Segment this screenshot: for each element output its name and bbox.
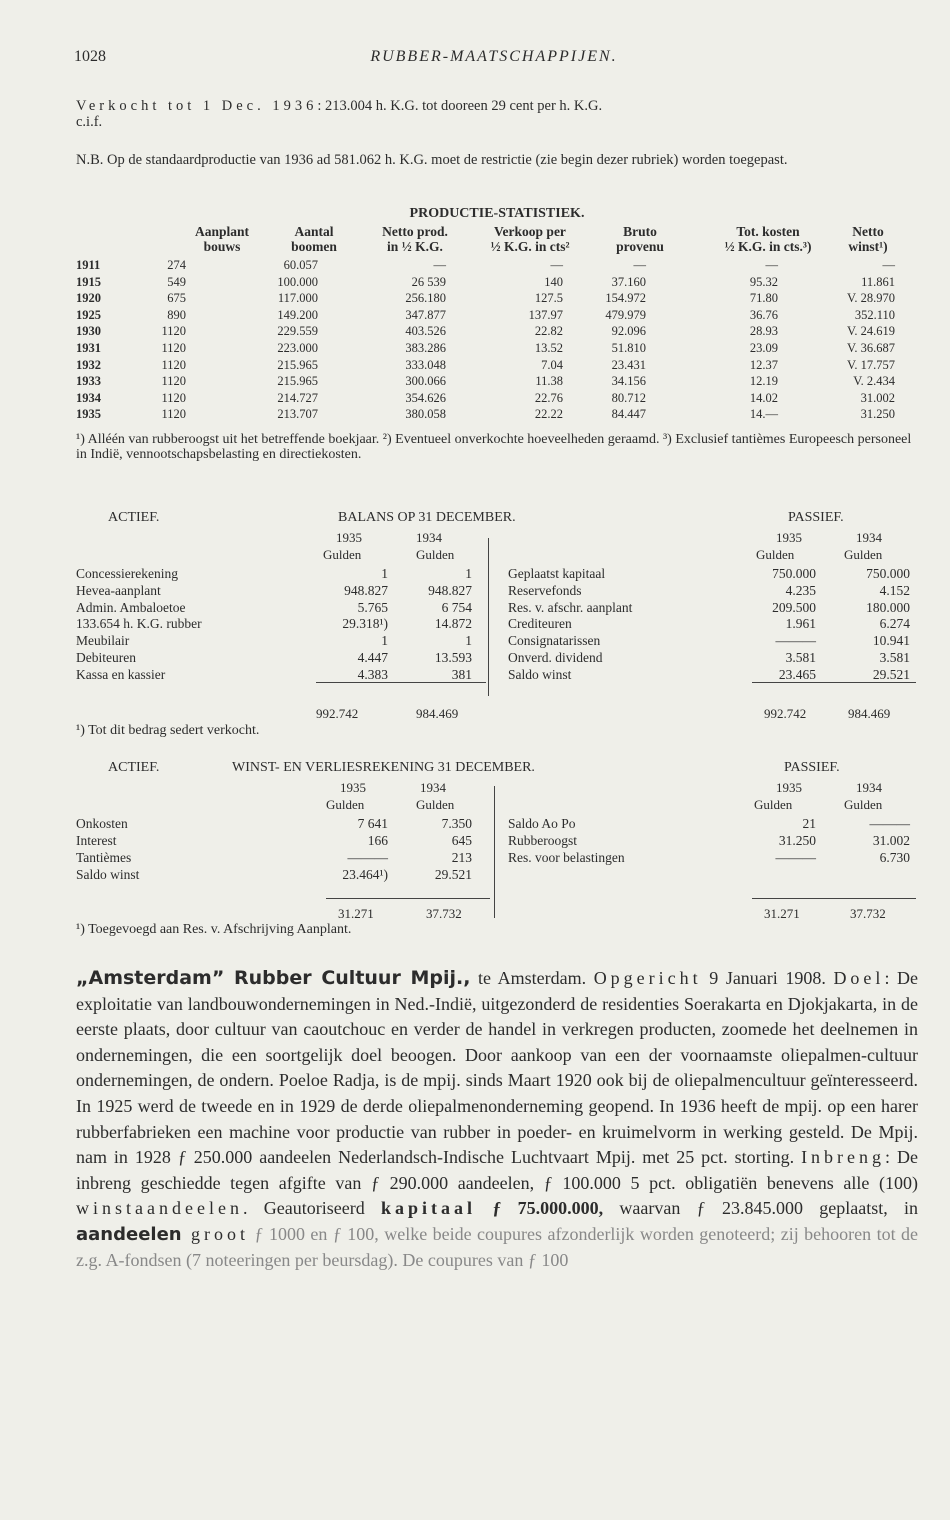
- pl-total-a: 31.271: [338, 906, 374, 921]
- balance-total-a: 992.742: [316, 706, 359, 721]
- row-value-previous: ———: [869, 816, 910, 831]
- table-cell: 34.156: [611, 374, 646, 389]
- balance-actief-title: ACTIEF.: [108, 510, 160, 525]
- production-header-line: ½ K.G. in cts.³): [724, 239, 812, 254]
- row-value-previous: 381: [451, 666, 472, 682]
- production-header-line: provenu: [616, 239, 664, 254]
- table-row: [76, 850, 918, 865]
- purpose-label: Doel: [833, 968, 885, 988]
- row-value-current: 948.827: [344, 582, 388, 598]
- row-value-previous: 29.521: [872, 666, 910, 682]
- row-label: Saldo winst: [508, 666, 572, 682]
- table-cell: 28.93: [749, 324, 778, 339]
- row-label: Onkosten: [76, 816, 128, 831]
- row-label: Concessierekening: [76, 566, 178, 581]
- table-cell: 1932: [76, 357, 101, 372]
- row-label: Consignatarissen: [508, 633, 601, 649]
- row-value-previous: 7.350: [441, 816, 472, 831]
- pl-actief-total-rule: [326, 898, 490, 899]
- row-value-previous: 645: [451, 833, 472, 848]
- row-value-previous: 4.152: [879, 582, 910, 598]
- table-row: [76, 833, 918, 848]
- row-label: Onverd. dividend: [508, 650, 603, 665]
- row-value-previous: 6 754: [441, 599, 472, 615]
- table-row: [76, 616, 918, 631]
- table-cell: 1933: [76, 374, 101, 389]
- table-cell: 14.02: [749, 390, 778, 405]
- row-value-previous: 6.730: [879, 850, 910, 865]
- table-cell: 214.727: [277, 390, 318, 405]
- founded-label: Opgericht: [593, 968, 702, 988]
- balance-total-b: 984.469: [416, 706, 459, 721]
- production-header: [580, 224, 700, 254]
- table-cell: 333.048: [405, 357, 446, 372]
- profit-loss: [76, 760, 918, 940]
- row-value-current: 23.464¹): [342, 867, 388, 882]
- company-description: [76, 966, 918, 1273]
- row-value-current: 750.000: [772, 566, 816, 581]
- table-row: [76, 816, 918, 831]
- production-header-line: Aantal: [294, 224, 334, 239]
- production-header-line: boomen: [291, 239, 337, 254]
- row-value-current: ———: [347, 850, 388, 865]
- table-cell: 1120: [161, 357, 186, 372]
- table-cell: 71.80: [749, 291, 778, 306]
- table-cell: 1120: [161, 374, 186, 389]
- table-row: [76, 407, 918, 423]
- balance-unit-b: Gulden: [416, 547, 455, 562]
- row-value-current: 31.250: [778, 833, 816, 848]
- row-value-previous: 213: [451, 850, 472, 865]
- row-value-current: 1.961: [785, 616, 816, 632]
- pl-p-year-a: 1935: [776, 780, 802, 795]
- table-cell: 22.22: [534, 407, 563, 422]
- row-label: Debiteuren: [76, 650, 136, 665]
- table-cell: 1120: [161, 390, 186, 405]
- table-row: [76, 275, 918, 291]
- table-cell: 1915: [76, 274, 101, 289]
- balance-p-unit-b: Gulden: [844, 547, 883, 562]
- table-row: [76, 583, 918, 598]
- intro-cif: c.i.f.: [76, 114, 103, 130]
- table-cell: 1120: [161, 341, 186, 355]
- table-cell: 37.160: [611, 274, 646, 289]
- production-header-line: Tot. kosten: [736, 224, 800, 239]
- page-number: 1028: [74, 48, 106, 65]
- table-row: [76, 374, 918, 390]
- table-cell: 12.19: [749, 374, 778, 389]
- capital-value: ƒ 75.000.000,: [476, 1198, 604, 1219]
- table-cell: 890: [167, 307, 186, 322]
- table-cell: 23.431: [611, 357, 646, 372]
- row-value-previous: 29.521: [434, 867, 472, 882]
- production-header-line: Netto prod.: [382, 224, 448, 239]
- table-cell: 127.5: [534, 291, 563, 306]
- row-label: Hevea-aanplant: [76, 582, 161, 598]
- balance-year-a: 1935: [336, 530, 362, 545]
- row-value-current: 23.465: [778, 666, 816, 682]
- table-cell: 117.000: [277, 291, 318, 306]
- row-value-current: 5.765: [357, 599, 388, 615]
- balance-p-total-a: 992.742: [764, 706, 807, 721]
- table-cell: 1911: [76, 258, 101, 272]
- pl-p-unit-a: Gulden: [754, 797, 793, 812]
- row-value-previous: 750.000: [866, 566, 910, 581]
- authorised-text: . Geautoriseerd: [242, 1198, 381, 1219]
- table-cell: 23.09: [749, 341, 778, 355]
- pl-passief-title: PASSIEF.: [784, 760, 840, 775]
- page-title: RUBBER-MAATSCHAPPIJEN.: [370, 48, 618, 65]
- row-value-current: ———: [775, 850, 816, 865]
- contribution-label: Inbreng: [801, 1147, 886, 1168]
- intro-sold: [76, 98, 918, 130]
- production-header-line: Verkoop per: [494, 224, 566, 239]
- pl-title: WINST- EN VERLIESREKENING 31 DECEMBER.: [232, 760, 535, 775]
- table-cell: V. 24.619: [846, 324, 895, 339]
- balance-p-year-a: 1935: [776, 530, 802, 545]
- row-label: Tantièmes: [76, 850, 132, 865]
- company-location: te Amsterdam.: [470, 968, 594, 988]
- row-value-current: 7 641: [357, 816, 388, 831]
- shares-label: aandeelen: [76, 1223, 182, 1245]
- pl-year-a: 1935: [340, 780, 366, 795]
- table-cell: 140: [544, 274, 563, 289]
- intro-sold-text: : 213.004 h. K.G. tot dooreen 29 cent per h. K.G.: [317, 98, 603, 114]
- row-value-previous: 6.274: [879, 616, 910, 632]
- table-cell: 380.058: [405, 407, 446, 422]
- row-value-previous: 948.827: [428, 582, 472, 598]
- production-header-line: Netto: [852, 224, 884, 239]
- balance-passief-title: PASSIEF.: [788, 510, 844, 525]
- pl-passief-total-rule: [752, 898, 916, 899]
- table-cell: 95.32: [749, 274, 778, 289]
- table-cell: 403.526: [405, 324, 446, 339]
- table-cell: —: [633, 258, 646, 272]
- production-header: [470, 224, 590, 254]
- balance-title: BALANS OP 31 DECEMBER.: [338, 510, 516, 525]
- table-cell: —: [882, 258, 895, 272]
- production-header: [355, 224, 475, 254]
- table-row: [76, 667, 918, 682]
- table-row: [76, 358, 918, 374]
- table-cell: —: [433, 258, 446, 272]
- row-label: Kassa en kassier: [76, 666, 166, 682]
- table-cell: 7.04: [541, 357, 563, 372]
- table-cell: 11.38: [535, 374, 563, 389]
- table-cell: 213.707: [277, 407, 318, 422]
- table-cell: 51.810: [611, 341, 646, 355]
- table-cell: 31.002: [860, 390, 895, 405]
- row-label: Reservefonds: [508, 582, 582, 598]
- production-header-line: bouws: [203, 239, 241, 254]
- table-cell: 60.057: [283, 258, 318, 272]
- table-cell: V. 2.434: [853, 374, 895, 389]
- table-cell: 1935: [76, 407, 101, 422]
- table-cell: 84.447: [611, 407, 646, 422]
- row-label: Admin. Ambaloetoe: [76, 599, 186, 615]
- row-value-current: 1: [381, 566, 388, 581]
- pl-unit-b: Gulden: [416, 797, 455, 812]
- balance-sheet: [76, 510, 918, 740]
- table-cell: 14.—: [749, 407, 778, 422]
- capital-label: kapitaal: [381, 1198, 477, 1219]
- production-header-line: Bruto: [623, 224, 657, 239]
- row-label: Res. v. afschr. aanplant: [508, 599, 633, 615]
- row-value-current: 166: [367, 833, 388, 848]
- table-cell: V. 28.970: [846, 291, 895, 306]
- table-cell: 352.110: [854, 307, 895, 322]
- row-label: Rubberoogst: [508, 833, 577, 848]
- table-row: [76, 391, 918, 407]
- row-value-previous: 1: [465, 566, 472, 581]
- row-value-current: 21: [802, 816, 816, 831]
- production-footnote: ¹) Alléén van rubberoogst uit het betreffende boekjaar. ²) Eventueel onverkochte hoeveelheden geraamd. ³) Exclusief tantièmes Europeesch personeel in Indië, vennootschapsbelasting en directiekosten.: [76, 432, 912, 462]
- row-value-previous: 14.872: [434, 616, 472, 632]
- pl-unit-a: Gulden: [326, 797, 365, 812]
- table-row: [76, 258, 918, 274]
- denomination-label: groot: [181, 1223, 250, 1244]
- table-cell: 92.096: [611, 324, 646, 339]
- table-cell: V. 17.757: [846, 357, 895, 372]
- table-cell: V. 36.687: [846, 341, 895, 355]
- production-header-line: in ½ K.G.: [387, 239, 443, 254]
- row-value-previous: 180.000: [866, 599, 910, 615]
- table-row: [76, 650, 918, 665]
- balance-p-total-b: 984.469: [848, 706, 891, 721]
- table-row: [76, 341, 918, 357]
- row-value-current: 29.318¹): [342, 616, 388, 632]
- table-cell: 11.861: [861, 274, 895, 289]
- production-header-line: ½ K.G. in cts²: [490, 239, 570, 254]
- row-value-current: 4.447: [357, 650, 388, 665]
- table-row: [76, 291, 918, 307]
- table-cell: 80.712: [611, 390, 646, 405]
- table-row: [76, 867, 918, 882]
- row-label: Saldo Ao Po: [508, 816, 576, 831]
- balance-p-year-b: 1934: [856, 530, 882, 545]
- row-value-current: 4.383: [357, 666, 388, 682]
- pl-p-total-b: 37.732: [850, 906, 886, 921]
- table-cell: —: [765, 258, 778, 272]
- production-header-line: Aanplant: [194, 224, 250, 239]
- table-cell: 13.52: [534, 341, 563, 355]
- table-cell: 223.000: [277, 341, 318, 355]
- pl-year-b: 1934: [420, 780, 446, 795]
- pl-total-b: 37.732: [426, 906, 462, 921]
- row-value-previous: 13.593: [434, 650, 472, 665]
- table-cell: 383.286: [405, 341, 446, 355]
- production-header: [808, 224, 928, 254]
- page-header: [74, 48, 914, 70]
- issued-text: waarvan ƒ 23.845.000 geplaatst, in: [603, 1198, 919, 1219]
- table-cell: 1934: [76, 390, 101, 405]
- table-cell: 100.000: [277, 274, 318, 289]
- denomination-text: ƒ 1000 en ƒ 100, welke beide coupures afzonderlijk worden genoteerd; zij behooren tot de z.g. A-fondsen (7 noteeringen per beursdag). De coupures van ƒ 100: [76, 1223, 918, 1270]
- table-cell: 274: [167, 258, 186, 272]
- purpose-text: : De exploitatie van landbouwondernemingen in Ned.-Indië, uitgezonderd de residenties Soerakarta en Djokjakarta, in de eerste plaats, door cultuur van caoutchouc en verder de handel in verkregen producten, zoomede het deelnemen in ondernemingen, die een soortgelijk doel beoogen. Door aankoop van een der voornaamste oliepalmen-cultuur ondernemingen, de ondern. Poeloe Radja, is de mpij. sinds Maart 1920 ook bij de oliepalmencultuur geïnteresseerd. In 1925 werd de tweede en in 1929 de derde oliepalmenonderneming geopend. In 1936 heeft de mpij. op een harer rubberfabrieken een machine voor productie van rubber in poeder- en kruimelvorm in werking gesteld. De Mpij. nam in 1928 ƒ 250.000 aandeelen Nederlandsch-Indische Luchtvaart Mpij. met 25 pct. storting.: [76, 968, 918, 1168]
- row-value-previous: 1: [465, 633, 472, 649]
- intro-sold-label: Verkocht tot 1 Dec. 1936: [76, 98, 318, 114]
- table-cell: —: [550, 258, 563, 272]
- table-cell: 1925: [76, 307, 101, 322]
- row-label: 133.654 h. K.G. rubber: [76, 616, 202, 632]
- table-cell: 149.200: [277, 307, 318, 322]
- balance-note: ¹) Tot dit bedrag sedert verkocht.: [76, 723, 260, 738]
- row-label: Saldo winst: [76, 867, 140, 882]
- table-cell: 137.97: [528, 307, 563, 322]
- table-cell: 22.82: [534, 324, 563, 339]
- table-cell: 215.965: [277, 374, 318, 389]
- row-value-current: 209.500: [772, 599, 816, 615]
- balance-p-unit-a: Gulden: [756, 547, 795, 562]
- row-value-previous: 3.581: [879, 650, 910, 665]
- pl-p-year-b: 1934: [856, 780, 882, 795]
- founded-date: 9 Januari 1908.: [701, 968, 834, 988]
- table-cell: 300.066: [405, 374, 446, 389]
- production-title: PRODUCTIE-STATISTIEK.: [409, 206, 585, 221]
- table-cell: 549: [167, 274, 186, 289]
- intro-nb: N.B. Op de standaardproductie van 1936 ad 581.062 h. K.G. moet de restrictie (zie begin dezer rubriek) worden toegepast.: [76, 152, 788, 168]
- table-cell: 215.965: [277, 357, 318, 372]
- table-row: [76, 566, 918, 581]
- table-cell: 26 539: [411, 274, 446, 289]
- pl-note: ¹) Toegevoegd aan Res. v. Afschrijving Aanplant.: [76, 922, 352, 937]
- row-value-current: 4.235: [785, 582, 816, 598]
- table-cell: 675: [167, 291, 186, 306]
- table-row: [76, 324, 918, 340]
- pl-p-total-a: 31.271: [764, 906, 800, 921]
- balance-year-b: 1934: [416, 530, 442, 545]
- row-label: Res. voor belastingen: [508, 850, 625, 865]
- row-value-current: ———: [775, 633, 816, 649]
- row-value-current: 3.581: [785, 650, 816, 665]
- table-cell: 479.979: [605, 307, 646, 322]
- table-cell: 12.37: [749, 357, 778, 372]
- pl-p-unit-b: Gulden: [844, 797, 883, 812]
- table-cell: 1120: [161, 407, 186, 422]
- table-cell: 347.877: [405, 307, 446, 322]
- row-label: Crediteuren: [508, 616, 572, 632]
- row-label: Meubilair: [76, 633, 130, 649]
- production-header-line: winst¹): [848, 239, 888, 254]
- table-cell: 154.972: [605, 291, 646, 306]
- pl-actief-title: ACTIEF.: [108, 760, 160, 775]
- row-label: Interest: [76, 833, 117, 848]
- row-value-current: 1: [381, 633, 388, 649]
- row-label: Geplaatst kapitaal: [508, 566, 606, 581]
- table-cell: 229.559: [277, 324, 318, 339]
- table-cell: 36.76: [749, 307, 778, 322]
- table-cell: 1931: [76, 341, 101, 355]
- table-row: [76, 308, 918, 324]
- table-row: [76, 600, 918, 615]
- row-value-previous: 10.941: [872, 633, 910, 649]
- table-cell: 1930: [76, 324, 101, 339]
- row-value-previous: 31.002: [872, 833, 910, 848]
- table-cell: 354.626: [405, 390, 446, 405]
- table-row: [76, 633, 918, 648]
- contribution-text: : De inbreng geschiedde tegen afgifte van ƒ 290.000 aandeelen, ƒ 100.000 5 pct. obligatiën benevens alle (100): [76, 1147, 918, 1193]
- table-cell: 256.180: [405, 291, 446, 306]
- table-cell: 1920: [76, 291, 101, 306]
- table-cell: 22.76: [534, 390, 563, 405]
- profit-shares-label: winstaandeelen: [76, 1198, 243, 1219]
- table-cell: 31.250: [860, 407, 895, 422]
- table-cell: 1120: [161, 324, 186, 339]
- balance-unit-a: Gulden: [323, 547, 362, 562]
- company-name: „Amsterdam” Rubber Cultuur Mpij.,: [76, 967, 471, 989]
